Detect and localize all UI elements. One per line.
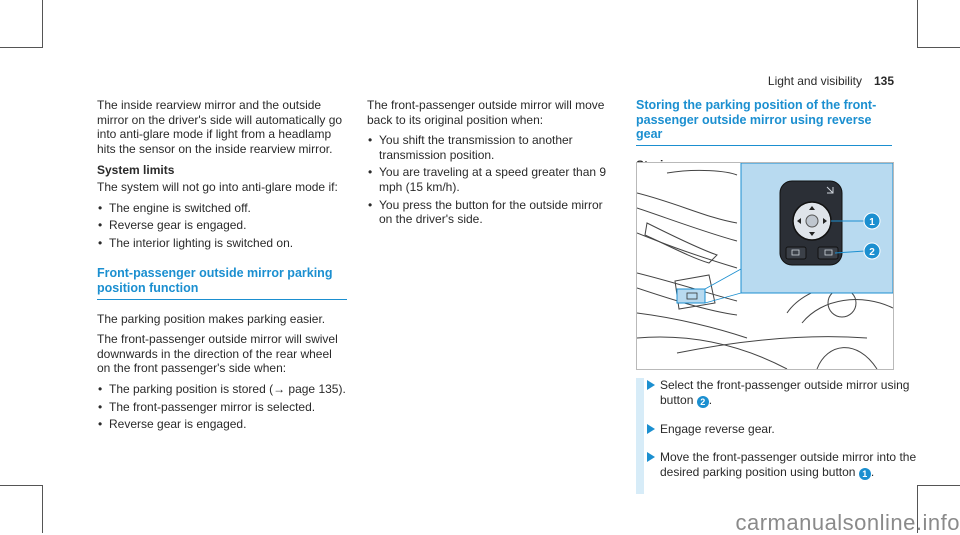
step-2 [660,422,922,437]
crop-mark [918,485,960,486]
section-title-parking-position: Front-passenger outside mirror parking position function [97,266,347,299]
step-text-end: . [708,392,713,407]
crop-mark [917,0,918,48]
step-arrow-icon [647,380,655,390]
intro-paragraph: The front-passenger outside mirror will move back to its original position when: [367,98,605,127]
return-conditions-list [367,133,615,227]
list-item: • The parking position is stored (→ page 135). [97,382,347,397]
crop-mark [0,485,42,486]
limits-list [97,201,347,251]
list-item: • You shift the transmission to another transmission position. [367,133,615,162]
door-illustration [637,163,893,369]
step-text-end: . [870,464,875,479]
header-section: Light and visibility [767,74,862,88]
crop-mark [42,485,43,533]
button-2-ref: 2 [697,396,709,408]
watermark: carmanualsonline.info [735,510,960,535]
step-arrow-icon [647,424,655,434]
crop-mark [918,47,960,48]
list-item: • The front-passenger mirror is selected. [97,400,347,415]
section-title-storing: Storing the parking position of the front-passenger outside mirror using reverse gear [636,98,892,146]
column-left [97,98,347,438]
crop-mark [0,47,42,48]
step-1 [660,378,922,408]
switch-location-highlight [677,289,705,303]
instruction-steps [636,378,922,494]
page-number: 135 [873,74,894,88]
door-panel-figure [636,162,894,370]
column-middle [367,98,615,233]
paragraph: The parking position makes parking easier. [97,311,326,326]
list-item: • Reverse gear is engaged. [97,417,347,432]
paragraph: The front-passenger outside mirror will swivel downwards in the direction of the rear wheel on the front passenger's side when: [97,332,338,376]
step-text: Move the front-passenger outside mirror into the desired parking position using button [660,450,917,479]
list-item: • You press the button for the outside mirror on the driver's side. [367,198,615,227]
step-text: Engage reverse gear. [660,421,775,436]
step-text: Select the front-passenger outside mirror using button [660,378,910,407]
list-item: • The engine is switched off. [97,201,347,216]
step-3 [660,450,922,480]
list-item: • You are traveling at a speed greater than 9 mph (15 km/h). [367,165,615,194]
list-item: • The interior lighting is switched on. [97,236,347,251]
callout-2-label: 2 [869,247,875,258]
list-item: • Reverse gear is engaged. [97,218,347,233]
limits-heading: System limits [97,163,175,178]
step-arrow-icon [647,452,655,462]
running-header [768,74,894,89]
conditions-list [97,382,347,432]
callout-1-label: 1 [869,217,875,228]
limits-intro: The system will not go into anti-glare mode if: [97,179,338,194]
button-1-ref: 1 [859,468,871,480]
crop-mark [42,0,43,48]
intro-paragraph: The inside rearview mirror and the outside mirror on the driver's side will automatically go into anti-glare mode if light from a headlamp hits the sensor on the inside rearview mirror. [97,98,343,156]
